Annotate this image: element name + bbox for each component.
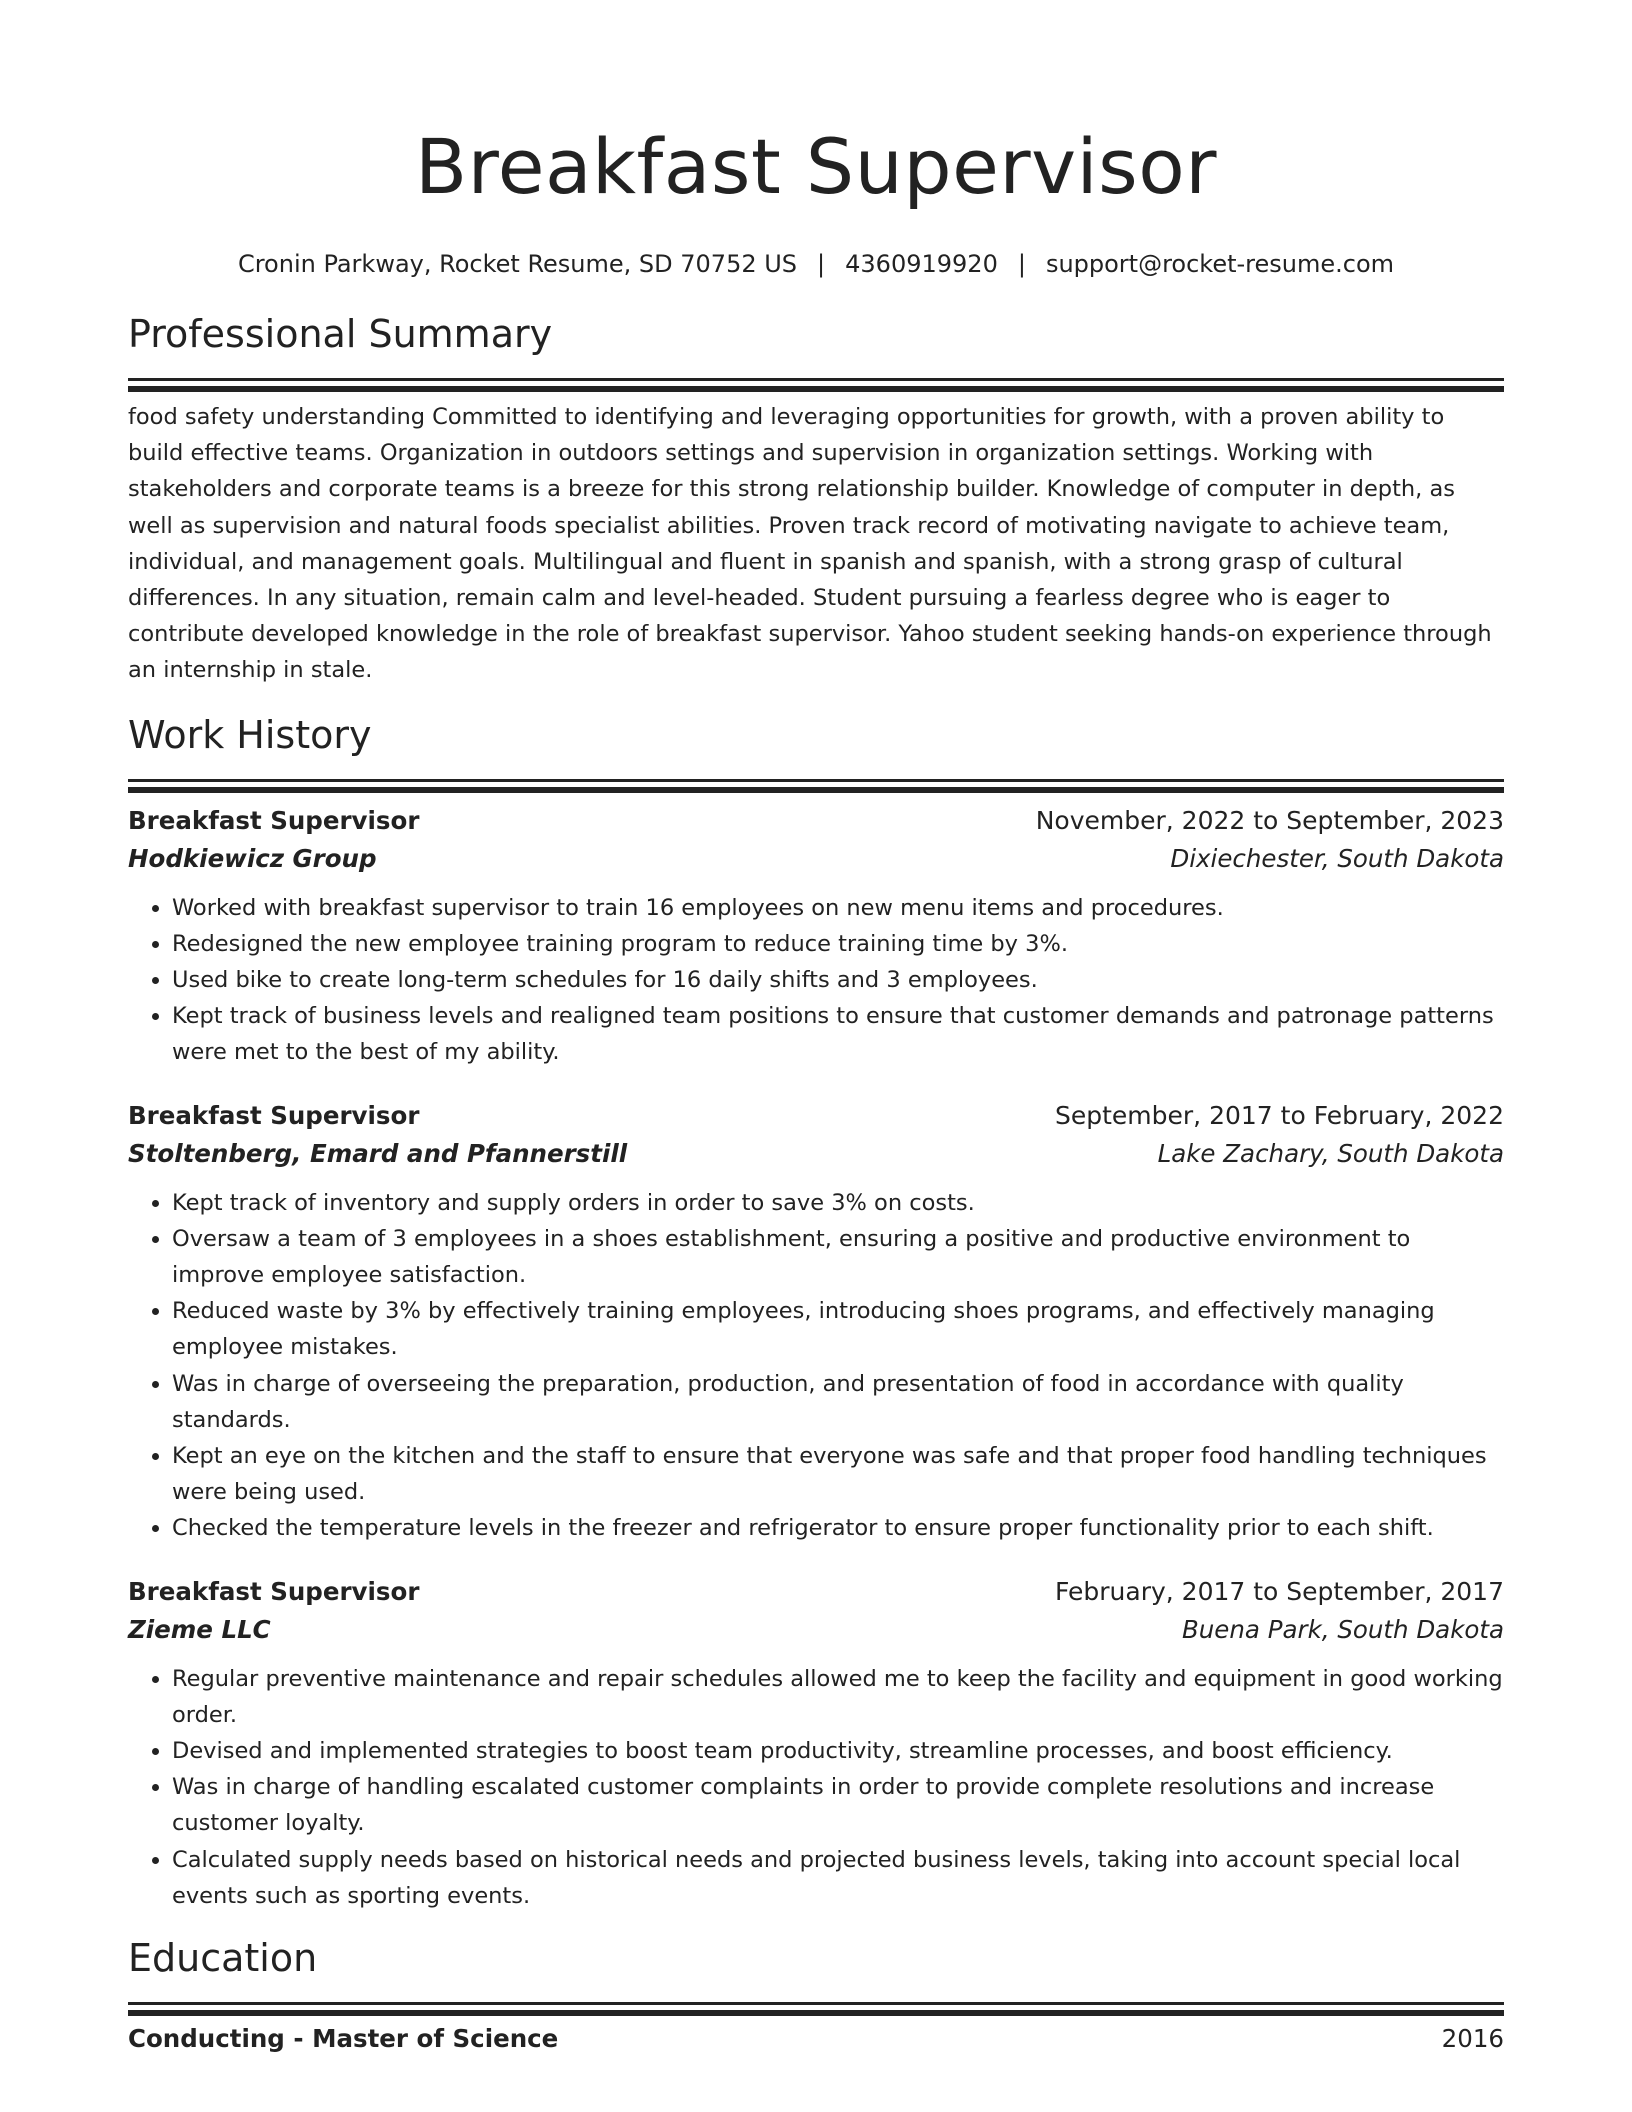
job-dates: February, 2017 to September, 2017	[1055, 1576, 1504, 1606]
job-title: Breakfast Supervisor	[128, 1576, 420, 1606]
job-title: Breakfast Supervisor	[128, 1100, 420, 1130]
job-bullet: • Worked with breakfast supervisor to train 16 employees on new menu items and procedures.	[172, 890, 1504, 926]
job-bullet: • Was in charge of handling escalated customer complaints in order to provide complete resolutions and increase customer loyalty.	[172, 1769, 1504, 1841]
summary-section	[128, 310, 1504, 689]
job-bullet: • Kept track of business levels and realigned team positions to ensure that customer demands and patronage patterns were met to the best of my ability.	[172, 998, 1504, 1070]
job-bullet: • Redesigned the new employee training program to reduce training time by 3%.	[172, 926, 1504, 962]
contact-email: support@rocket-resume.com	[1045, 250, 1395, 278]
job-entry	[128, 1097, 1504, 1547]
job-company: Stoltenberg, Emard and Pfannerstill	[128, 1138, 628, 1168]
contact-phone: 4360919920	[845, 250, 998, 278]
job-bullets	[128, 1661, 1504, 1914]
contact-separator: |	[817, 250, 826, 278]
job-bullet: • Calculated supply needs based on historical needs and projected business levels, taking into account special local events such as sporting events.	[172, 1842, 1504, 1914]
job-bullet: • Kept track of inventory and supply orders in order to save 3% on costs.	[172, 1185, 1504, 1221]
job-company: Zieme LLC	[128, 1614, 271, 1644]
job-location: Lake Zachary, South Dakota	[1157, 1138, 1504, 1168]
job-dates: November, 2022 to September, 2023	[1035, 805, 1504, 835]
section-divider	[128, 779, 1504, 782]
section-heading-education: Education	[128, 1936, 318, 1981]
job-dates: September, 2017 to February, 2022	[1055, 1100, 1504, 1130]
education-entry	[128, 2021, 1504, 2057]
summary-text: food safety understanding Committed to identifying and leveraging opportunities for growth, with a proven ability to build effective teams. Organization in outdoors settings and supervision in organization settings. Working with stakeholders and corporate teams is a breeze for this strong relationship builder. Knowledge of computer in depth, as well as supervision and natural foods specialist abilities. Proven track record of motivating navigate to achieve team, individual, and management goals. Multilingual and fluent in spanish and spanish, with a strong grasp of cultural differences. In any situation, remain calm and level-headed. Student pursuing a fearless degree who is eager to contribute developed knowledge in the role of breakfast supervisor. Yahoo student seeking hands-on experience through an internship in stale.	[128, 404, 1492, 684]
job-company: Hodkiewicz Group	[128, 843, 377, 873]
section-divider	[128, 378, 1504, 381]
job-title: Breakfast Supervisor	[128, 805, 420, 835]
job-bullet: • Used bike to create long-term schedules for 16 daily shifts and 3 employees.	[172, 962, 1504, 998]
education-year: 2016	[1441, 2024, 1504, 2054]
education-section	[128, 1934, 1504, 2057]
job-bullet: • Kept an eye on the kitchen and the staff to ensure that everyone was safe and that proper food handling techniques were being used.	[172, 1438, 1504, 1510]
job-bullet: • Reduced waste by 3% by effectively training employees, introducing shoes programs, and effectively managing employee mistakes.	[172, 1293, 1504, 1365]
job-bullet: • Regular preventive maintenance and repair schedules allowed me to keep the facility and equipment in good working order.	[172, 1661, 1504, 1733]
contact-address: Cronin Parkway, Rocket Resume, SD 70752 US	[237, 250, 798, 278]
job-bullets	[128, 890, 1504, 1071]
section-heading-summary: Professional Summary	[128, 312, 553, 356]
job-bullet: • Oversaw a team of 3 employees in a shoes establishment, ensuring a positive and productive environment to improve employee satisfaction.	[172, 1221, 1504, 1293]
work-section	[128, 711, 1504, 1914]
job-entry	[128, 1573, 1504, 1914]
contact-separator: |	[1017, 250, 1026, 278]
job-bullet: • Checked the temperature levels in the freezer and refrigerator to ensure proper functionality prior to each shift.	[172, 1510, 1504, 1546]
contact-line	[128, 248, 1504, 280]
job-bullet: • Devised and implemented strategies to boost team productivity, streamline processes, and boost efficiency.	[172, 1733, 1504, 1769]
job-location: Dixiechester, South Dakota	[1170, 843, 1504, 873]
section-heading-work: Work History	[128, 712, 372, 757]
education-degree: Conducting - Master of Science	[128, 2024, 559, 2054]
resume-name: Breakfast Supervisor	[414, 122, 1218, 211]
job-bullets	[128, 1185, 1504, 1547]
job-location: Buena Park, South Dakota	[1181, 1614, 1504, 1644]
section-divider	[128, 2002, 1504, 2005]
job-bullet: • Was in charge of overseeing the preparation, production, and presentation of food in accordance with quality standards.	[172, 1366, 1504, 1438]
job-entry	[128, 802, 1504, 1071]
